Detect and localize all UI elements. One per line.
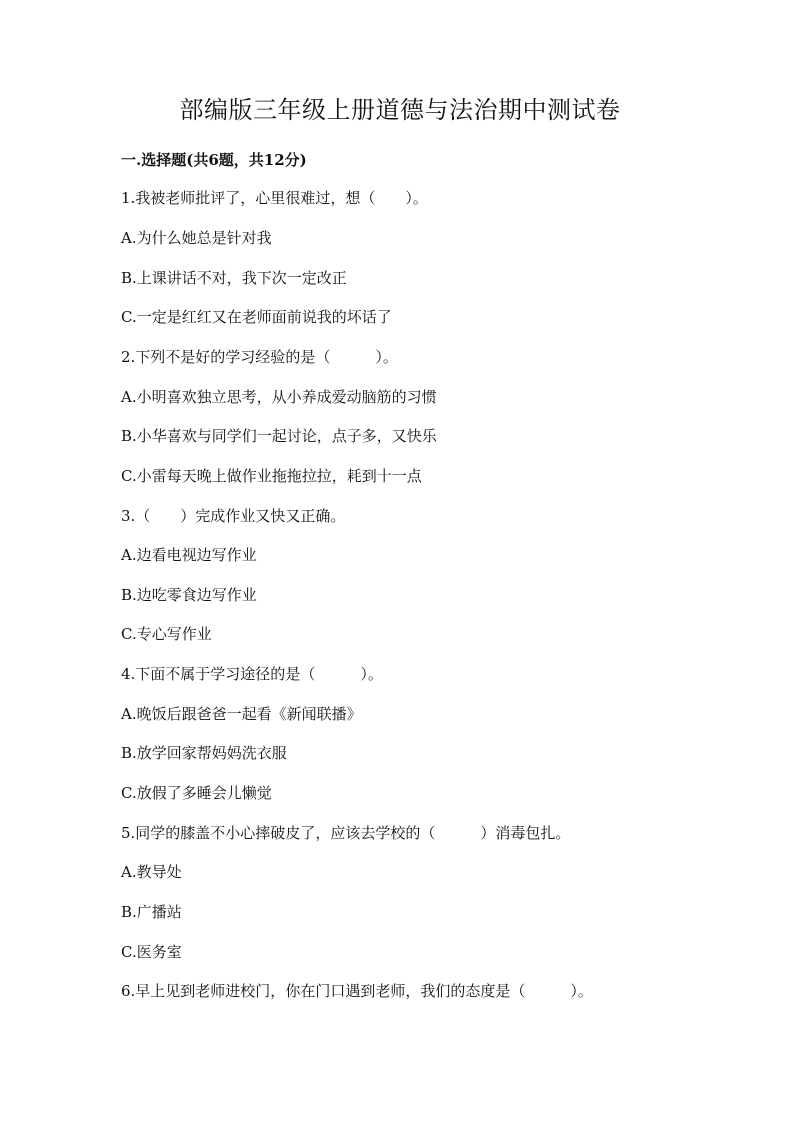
- question-4-option-a: A.晚饭后跟爸爸一起看《新闻联播》: [121, 705, 362, 723]
- question-1-option-c: C.一定是红红又在老师面前说我的坏话了: [121, 308, 392, 326]
- question-4-option-b: B.放学回家帮妈妈洗衣服: [121, 744, 287, 762]
- question-2-option-c: C.小雷每天晚上做作业拖拖拉拉，耗到十一点: [121, 467, 422, 485]
- question-1-option-a: A.为什么她总是针对我: [121, 229, 272, 247]
- question-4-option-c: C.放假了多睡会儿懒觉: [121, 784, 272, 802]
- question-5-option-c: C.医务室: [121, 943, 182, 961]
- question-6-stem: 6.早上见到老师进校门，你在门口遇到老师，我们的态度是（ ）。: [121, 982, 593, 1000]
- question-1-stem: 1.我被老师批评了，心里很难过，想（ ）。: [121, 189, 428, 207]
- question-3-option-a: A.边看电视边写作业: [121, 546, 257, 564]
- question-3-option-c: C.专心写作业: [121, 625, 212, 643]
- question-1-option-b: B.上课讲话不对，我下次一定改正: [121, 269, 347, 287]
- question-5-stem: 5.同学的膝盖不小心摔破皮了，应该去学校的（ ）消毒包扎。: [121, 824, 571, 842]
- question-2-option-a: A.小明喜欢独立思考，从小养成爱动脑筋的习惯: [121, 388, 437, 406]
- page-title: 部编版三年级上册道德与法治期中测试卷: [179, 96, 621, 124]
- question-3-option-b: B.边吃零食边写作业: [121, 586, 257, 604]
- question-2-stem: 2.下列不是好的学习经验的是（ ）。: [121, 348, 398, 366]
- question-2-option-b: B.小华喜欢与同学们一起讨论，点子多，又快乐: [121, 427, 437, 445]
- question-5-option-b: B.广播站: [121, 903, 182, 921]
- question-4-stem: 4.下面不属于学习途径的是（ ）。: [121, 665, 383, 683]
- question-5-option-a: A.教导处: [121, 863, 182, 881]
- section-heading: 一.选择题(共6题，共12分): [121, 151, 307, 169]
- question-3-stem: 3.（ ）完成作业又快又正确。: [121, 507, 346, 525]
